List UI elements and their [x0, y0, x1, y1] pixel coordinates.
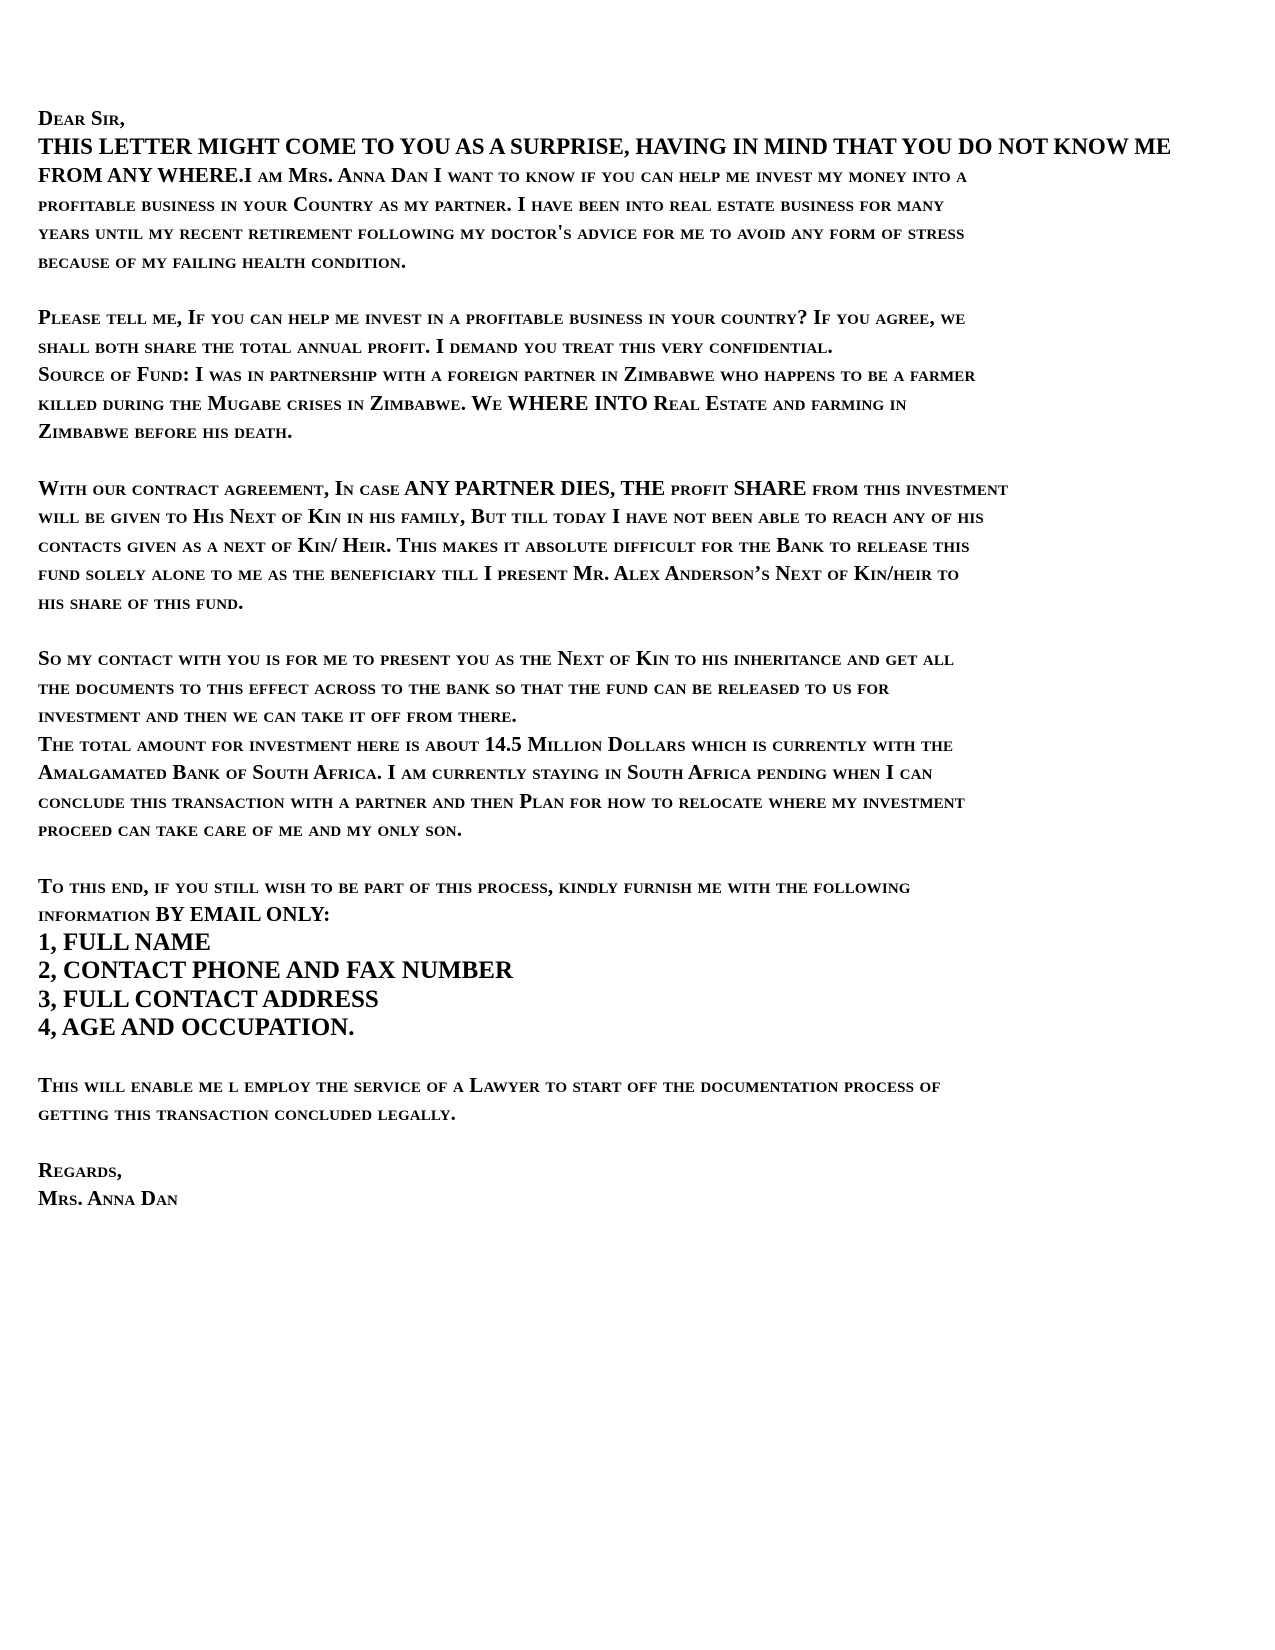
paragraph-line: because of my failing health condition.: [38, 248, 407, 273]
paragraph-intro: [38, 133, 1238, 276]
requested-info-item: 2, CONTACT PHONE AND FAX NUMBER: [38, 957, 514, 984]
paragraph-line: With our contract agreement, In case ANY PARTNER DIES, THE profit SHARE from this investment: [38, 475, 1009, 500]
paragraph-line: THIS LETTER MIGHT COME TO YOU AS A SURPRISE, HAVING IN MIND THAT YOU DO NOT KNOW ME: [38, 133, 1172, 159]
letter-body: [38, 104, 1238, 1213]
paragraph-spacer: [38, 446, 1238, 474]
salutation: Dear Sir,: [38, 106, 126, 130]
paragraph-line: Amalgamated Bank of South Africa. I am currently staying in South Africa pending when I can: [38, 760, 933, 784]
paragraph-line: profitable business in your Country as my partner. I have been into real estate business for many: [38, 191, 945, 216]
paragraph-contract-agreement: [38, 474, 1238, 617]
paragraph-line: The total amount for investment here is about 14.5 Million Dollars which is currently with the: [38, 731, 954, 756]
paragraph-line: will be given to His Next of Kin in his family, But till today I have not been able to reach any of his: [38, 504, 984, 528]
requested-info-item: 3, FULL CONTACT ADDRESS: [38, 985, 379, 1013]
paragraph-line: Source of Fund: I was in partnership with a foreign partner in Zimbabwe who happens to be a farmer: [38, 362, 976, 386]
paragraph-line: information BY EMAIL ONLY:: [38, 902, 331, 926]
paragraph-line: shall both share the total annual profit. I demand you treat this very confidential.: [38, 333, 833, 358]
paragraph-line: To this end, if you still wish to be part of this process, kindly furnish me with the following: [38, 873, 911, 898]
paragraph-line: Please tell me, If you can help me invest in a profitable business in your country? If you agree, we: [38, 305, 966, 329]
paragraph-source-of-fund: [38, 303, 1238, 446]
paragraph-line: fund solely alone to me as the beneficiary till I present Mr. Alex Anderson’s Next of Kin/heir to: [38, 561, 960, 585]
paragraph-line: the documents to this effect across to the bank so that the fund can be released to us for: [38, 674, 890, 699]
paragraph-spacer: [38, 1128, 1238, 1156]
paragraph-line: getting this transaction concluded legally.: [38, 1101, 457, 1125]
requested-info-item: 1, FULL NAME: [38, 928, 211, 956]
paragraph-spacer: [38, 1043, 1238, 1071]
paragraph-request: [38, 872, 1238, 929]
requested-info-item: 4, AGE AND OCCUPATION.: [38, 1014, 355, 1041]
signature-name: Mrs. Anna Dan: [38, 1186, 179, 1210]
paragraph-line: investment and then we can take it off from there.: [38, 703, 517, 727]
paragraph-spacer: [38, 616, 1238, 644]
paragraph-closing: [38, 1071, 1238, 1128]
requested-info-list: [38, 929, 1238, 1043]
paragraph-line: FROM ANY WHERE.I am Mrs. Anna Dan I want to know if you can help me invest my money into a: [38, 163, 968, 187]
paragraph-line: his share of this fund.: [38, 589, 244, 614]
paragraph-line: Zimbabwe before his death.: [38, 419, 293, 443]
paragraph-line: So my contact with you is for me to present you as the Next of Kin to his inheritance and get all: [38, 646, 955, 670]
paragraph-spacer: [38, 275, 1238, 303]
paragraph-next-of-kin: [38, 644, 1238, 844]
paragraph-line: years until my recent retirement following my doctor's advice for me to avoid any form of stress: [38, 220, 965, 244]
paragraph-line: This will enable me l employ the service of a Lawyer to start off the documentation process of: [38, 1072, 941, 1097]
paragraph-line: killed during the Mugabe crises in Zimbabwe. We WHERE INTO Real Estate and farming in: [38, 390, 907, 415]
paragraph-line: proceed can take care of me and my only son.: [38, 817, 463, 841]
paragraph-line: contacts given as a next of Kin/ Heir. This makes it absolute difficult for the Bank to release this: [38, 532, 970, 557]
paragraph-spacer: [38, 844, 1238, 872]
paragraph-line: conclude this transaction with a partner and then Plan for how to relocate where my investment: [38, 788, 965, 813]
signoff: Regards,: [38, 1157, 123, 1182]
